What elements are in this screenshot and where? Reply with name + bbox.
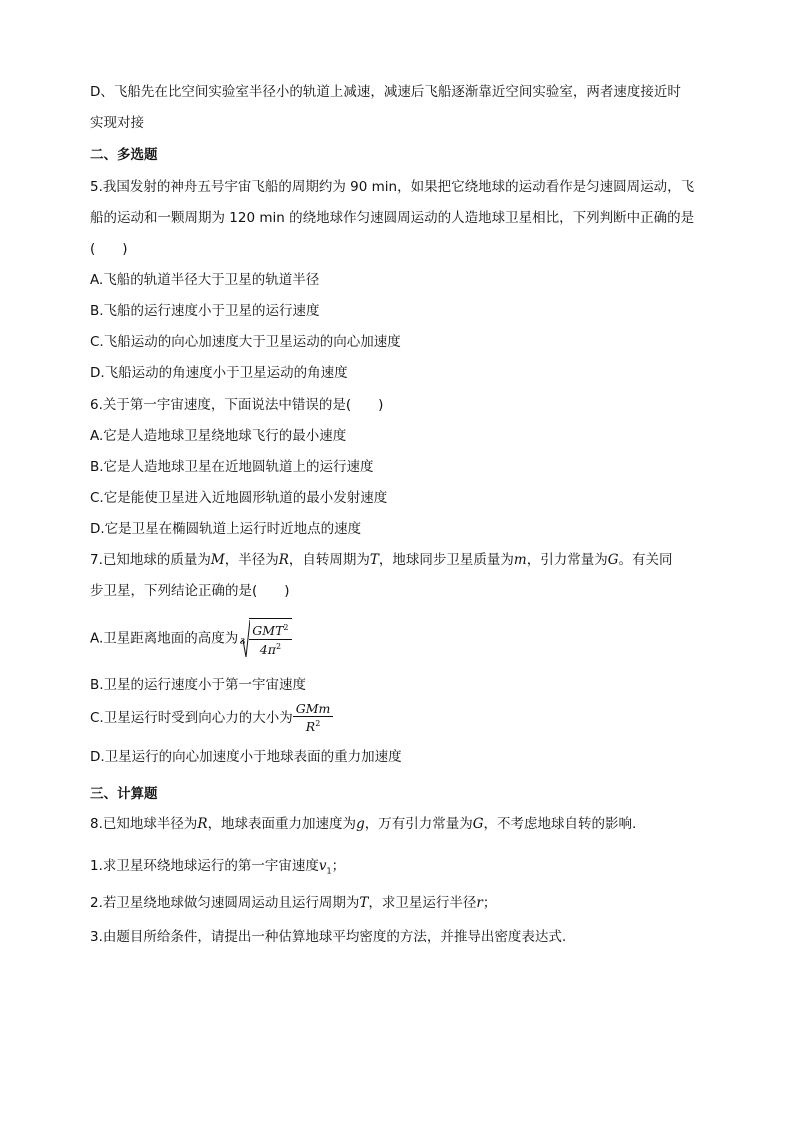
fraction-denominator: 4π xyxy=(259,641,276,657)
question-5-line-1: 5.我国发射的神舟五号宇宙飞船的周期约为 90 min，如果把它绕地球的运动看作是匀速圆周运动，飞 xyxy=(90,179,695,195)
question-8-part-1 xyxy=(90,857,345,881)
denominator-exponent: 2 xyxy=(275,641,282,651)
height-fraction xyxy=(249,621,291,656)
q8-symbol-orbit-radius: r xyxy=(476,895,483,911)
question-5-line-3: ( ) xyxy=(90,241,128,257)
q8-text-3: ，万有引力常量为 xyxy=(364,816,473,832)
option-d-line-1: D、飞船先在比空间实验室半径小的轨道上减速，减速后飞船逐渐靠近空间实验室，两者速度接近时 xyxy=(90,84,681,100)
question-5-option-d: D.飞船运动的角速度小于卫星运动的角速度 xyxy=(90,365,348,381)
q7-symbol-sat-mass: m xyxy=(513,552,527,568)
q8-symbol-radius: R xyxy=(197,816,208,832)
q7-text-6: 。有关同 xyxy=(618,552,673,568)
force-numerator: GMm xyxy=(293,702,334,717)
section-heading-calculation: 三、计算题 xyxy=(90,786,158,802)
q8-symbol-period: T xyxy=(359,895,369,911)
root-index: 3 xyxy=(240,637,246,646)
q8-text-2: ，地球表面重力加速度为 xyxy=(207,816,357,832)
q8-part-2-end: ； xyxy=(482,895,497,911)
q7-symbol-period: T xyxy=(369,552,379,568)
q8-text-4: ，不考虑地球自转的影响. xyxy=(483,816,637,832)
question-7-line-1 xyxy=(90,551,673,569)
q8-part-1-text: 1.求卫星环绕地球运行的第一宇宙速度 xyxy=(90,858,319,874)
question-7-option-d: D.卫星运行的向心加速度小于地球表面的重力加速度 xyxy=(90,749,402,765)
question-5-line-2: 船的运动和一颗周期为 120 min 的绕地球作匀速圆周运动的人造地球卫星相比，下列判断中正确的是 xyxy=(90,210,695,226)
question-7-line-2: 步卫星，下列结论正确的是( ) xyxy=(90,583,290,599)
q7-symbol-radius: R xyxy=(278,552,289,568)
question-6-option-b: B.它是人造地球卫星在近地圆轨道上的运行速度 xyxy=(90,459,374,475)
q8-part-2-text-2: ，求卫星运行半径 xyxy=(368,895,477,911)
force-denominator-exponent: 2 xyxy=(315,718,321,728)
question-8-stem xyxy=(90,815,636,833)
cube-root-formula xyxy=(240,618,291,659)
velocity-subscript: 1 xyxy=(326,866,332,876)
q7-text-2: ，半径为 xyxy=(224,552,279,568)
question-6-option-a: A.它是人造地球卫星绕地球飞行的最小速度 xyxy=(90,428,347,444)
question-6-option-d: D.它是卫星在椭圆轨道上运行时近地点的速度 xyxy=(90,521,362,537)
q8-symbol-g-const: G xyxy=(472,816,484,832)
force-fraction xyxy=(293,702,334,734)
section-heading-multiple-choice: 二、多选题 xyxy=(90,147,158,163)
q7-text-3: ，自转周期为 xyxy=(288,552,370,568)
question-7-option-a xyxy=(90,618,292,658)
q8-text-1: 8.已知地球半径为 xyxy=(90,816,198,832)
question-5-option-a: A.飞船的轨道半径大于卫星的轨道半径 xyxy=(90,272,320,288)
question-8-part-3: 3.由题目所给条件，请提出一种估算地球平均密度的方法，并推导出密度表达式. xyxy=(90,929,567,945)
fraction-numerator: GMT xyxy=(252,623,284,639)
numerator-exponent: 2 xyxy=(283,623,289,633)
q7-text-4: ，地球同步卫星质量为 xyxy=(378,552,514,568)
q8-symbol-gravity: g xyxy=(356,816,365,832)
q7-text-1: 7.已知地球的质量为 xyxy=(90,552,211,568)
q7-text-5: ，引力常量为 xyxy=(526,552,608,568)
question-7-option-b: B.卫星的运行速度小于第一宇宙速度 xyxy=(90,677,307,693)
question-6-option-c: C.它是能使卫星进入近地圆形轨道的最小发射速度 xyxy=(90,490,388,506)
question-6-stem: 6.关于第一宇宙速度，下面说法中错误的是( ) xyxy=(90,397,384,413)
q7-option-c-text: C.卫星运行时受到向心力的大小为 xyxy=(90,710,293,726)
question-5-option-c: C.飞船运动的向心加速度大于卫星运动的向心加速度 xyxy=(90,334,401,350)
option-d-line-2: 实现对接 xyxy=(90,115,144,131)
q7-symbol-g-const: G xyxy=(607,552,619,568)
q7-option-a-text: A.卫星距离地面的高度为 xyxy=(90,630,239,647)
question-5-option-b: B.飞船的运行速度小于卫星的运行速度 xyxy=(90,303,320,319)
force-denominator: R xyxy=(305,719,316,735)
q8-part-1-end: ； xyxy=(331,858,346,874)
q8-part-2-text-1: 2.若卫星绕地球做匀速圆周运动且运行周期为 xyxy=(90,895,360,911)
q7-symbol-mass: M xyxy=(210,552,225,568)
question-8-part-2 xyxy=(90,894,496,912)
question-7-option-c xyxy=(90,700,333,736)
q8-symbol-velocity: v xyxy=(318,858,327,874)
